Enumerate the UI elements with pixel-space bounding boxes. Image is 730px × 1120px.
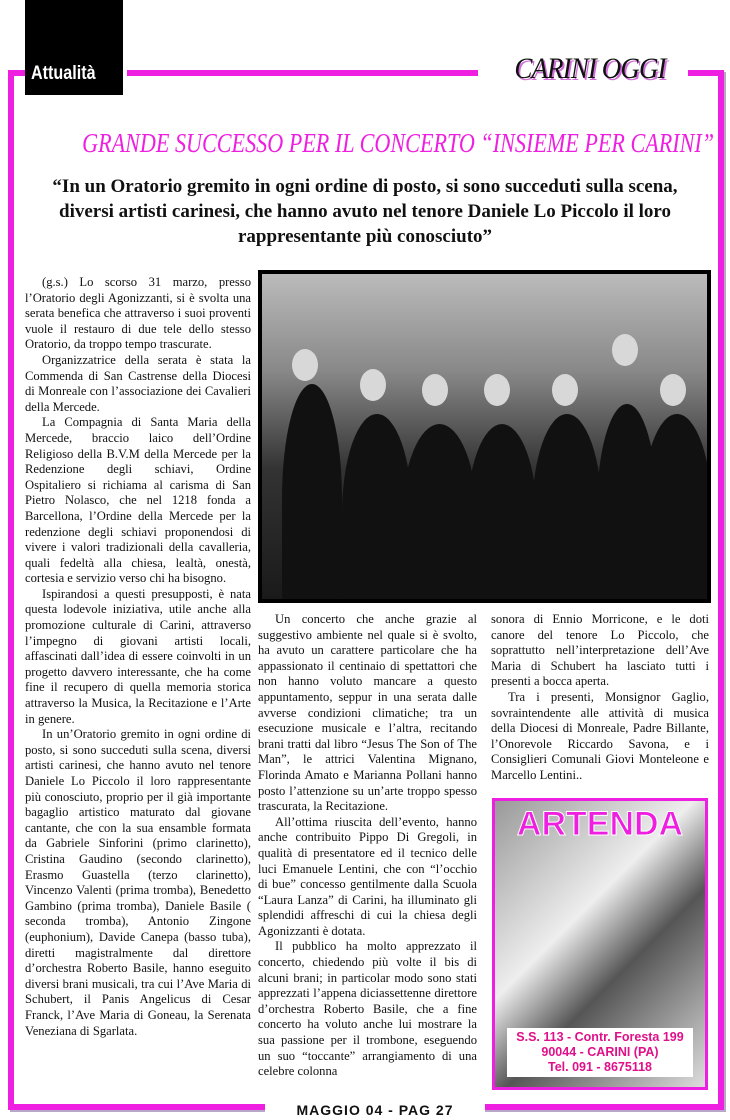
column-2 <box>258 612 477 1080</box>
column-3 <box>491 612 709 784</box>
paragraph: Ispirandosi a questi presupposti, è nata questa lodevole iniziativa, utile anche alla promozione culturale di Carini, attraverso l’impegno di giovani artisti locali, affascinati dall’idea di essere coinvolti in un progetto davvero interessante, che ha come fine il recupero di quella memoria storica attraverso la Musica, la Recitazione e l’Arte in genere. <box>25 586 251 726</box>
paragraph: In un’Oratorio gremito in ogni ordine di posto, si sono succeduti sulla scena, diversi artisti carinesi, che hanno avuto nel tenore Daniele Lo Piccolo il loro rappresentante più conosciuto, proprio per il già importante bagaglio artistico maturato dal giovane cantante, che con la sua ensamble formata da Gabriele Sinforini (primo clarinetto), Cristina Gaudino (secondo clarinetto), Erasmo Guastella (terzo clarinetto), Vincenzo Valenti (prima tromba), Benedetto Gambino (prima tromba), Daniele Basile ( seconda tromba), Antonio Zingone (euphonium), Davide Canepa (basso tuba), diretti magistralmente dal direttore d’orchestra Roberto Basile, hanno eseguito diversi brani musicali, tra cui l’Ave Maria di Schubert, il Panis Angelicus di Cesar Franck, l’Ave Maria di Goneau, la Serenata Veneziana di Sgarlata. <box>25 727 251 1038</box>
paragraph: sonora di Ennio Morricone, e le doti canore del tenore Lo Piccolo, che soprattutto nell’interpretazione dell’Ave Maria di Schubert ha lasciato tutti i presenti a bocca aperta. <box>491 612 709 689</box>
page-footer: MAGGIO 04 - PAG 27 <box>265 1102 485 1120</box>
ad-contact <box>507 1028 693 1077</box>
concert-group-photo <box>258 270 711 603</box>
artenda-advertisement <box>492 798 708 1090</box>
ad-brand: ARTENDA <box>516 805 684 843</box>
magazine-logo: CARINI OGGI <box>514 52 666 85</box>
section-name: Attualità <box>31 63 96 84</box>
article-title: GRANDE SUCCESSO PER IL CONCERTO “INSIEME PER CARINI” <box>82 128 715 158</box>
paragraph: Il pubblico ha molto apprezzato il concerto, chiedendo più volte il bis di alcuni brani; in particolar modo sono stati apprezzati l’appena diciassettenne direttore d’orchestra Roberto Basile, che a fine concerto ha voluto anche lui mostrare la sua passione per il trombone, eseguendo un suo “toccante” arrangiamento di una celebre colonna <box>258 939 477 1079</box>
paragraph: (g.s.) Lo scorso 31 marzo, presso l’Oratorio degli Agonizzanti, si è svolta una serata benefica che attraverso i suoi proventi vuole il restauro di due tele dello stesso Oratorio, da troppo tempo trascurate. <box>25 275 251 352</box>
ad-address: S.S. 113 - Contr. Foresta 199 <box>516 1030 684 1044</box>
ad-city: 90044 - CARINI (PA) <box>541 1045 659 1059</box>
paragraph: Tra i presenti, Monsignor Gaglio, sovraintendente alle attività di musica della Diocesi di Monreale, Padre Billante, l’Onorevole Riccardo Savona, e i Consiglieri Comunali Giovi Monteleone e Marcello Lentini.. <box>491 689 709 782</box>
divider <box>123 60 127 80</box>
ad-phone: Tel. 091 - 8675118 <box>547 1060 653 1074</box>
paragraph: Un concerto che anche grazie al suggestivo ambiente nel quale si è svolto, ha avuto un carattere particolare che ha appassionato il centinaio di spettattori che non hanno voluto mancare a questo appuntamento, seppur in una serata dalle avverse condizioni climatiche; tra un esecuzione musicale e l’altra, recitando brani tratti dal libro “Jesus The Son of The Man”, le attrici Valentina Mignano, Florinda Amato e Marianna Pollani hanno posto l’attenzione su un’arte troppo spesso trascurata, la Recitazione. <box>258 612 477 814</box>
paragraph: La Compagnia di Santa Maria della Mercede, braccio laico dell’Ordine Religioso della B.V.M della Mercede per la Redenzione degli schiavi, Ordine Ospitaliero si richiama al carisma di San Pietro Nolasco, che nel 1218 fonda a Barcellona, l’Ordine della Mercede per la redenzione degli schiavi proponendosi di vivere i valori tradizionali della cavalleria, quali fedeltà alla chiesa, lealtà, onestà, cortesia e servizio verso chi ha bisogno. <box>25 415 251 586</box>
column-1 <box>25 275 251 1039</box>
article-subtitle: “In un Oratorio gremito in ogni ordine di posto, si sono succeduti sulla scena, diversi artisti carinesi, che hanno avuto nel tenore Daniele Lo Piccolo il loro rappresentante più conosciuto” <box>52 176 678 247</box>
section-label <box>25 0 123 95</box>
paragraph: Organizzatrice della serata è stata la Commenda di San Castrense della Diocesi di Monreale con l’associazione dei Cavalieri della Mercede. <box>25 352 251 414</box>
paragraph: All’ottima riuscita dell’evento, hanno anche contribuito Pippo Di Gregoli, in qualità di presentatore ed il tecnico delle luci Emanuele Lentini, che con “l’occhio di bue” concesso gentilmente dalla Scuola “Laura Lanza” di Carini, ha illuminato gli splendidi affreschi di cui la chiesa degli Agonizzanti è dotata. <box>258 814 477 938</box>
